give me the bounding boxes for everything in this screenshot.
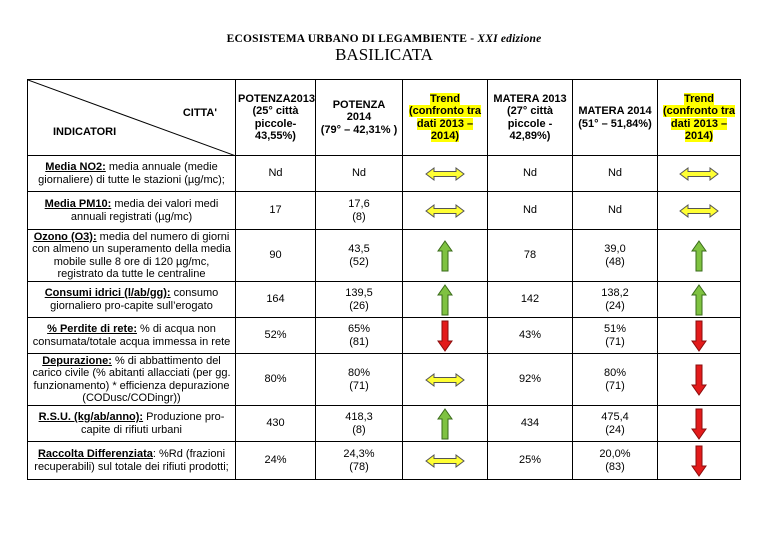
potenza-2014-cell: Nd bbox=[316, 156, 403, 192]
trend-stable-arrow-icon bbox=[679, 167, 719, 181]
matera-2013-cell: 142 bbox=[488, 282, 573, 318]
region-title: BASILICATA bbox=[335, 45, 433, 64]
table-row bbox=[28, 156, 741, 192]
corner-indicatori-label: INDICATORI bbox=[53, 126, 117, 138]
trend-down-arrow-icon bbox=[691, 408, 707, 440]
trend-stable-arrow-icon bbox=[679, 204, 719, 218]
report-title: ECOSISTEMA URBANO DI LEGAMBIENTE - XXI edizione bbox=[226, 33, 542, 45]
indicator-name: Depurazione: bbox=[42, 354, 112, 367]
trend-down-arrow-icon bbox=[691, 364, 707, 396]
trend-matera-cell bbox=[658, 230, 741, 282]
matera-2013-cell: Nd bbox=[488, 192, 573, 230]
col-header-potenza-2014: POTENZA 2014 (79° – 42,31% ) bbox=[316, 80, 403, 156]
matera-2013-cell: 78 bbox=[488, 230, 573, 282]
potenza-2013-cell: 80% bbox=[236, 354, 316, 406]
indicator-cell bbox=[28, 354, 236, 406]
matera-2014-cell: Nd bbox=[573, 156, 658, 192]
indicator-cell bbox=[28, 192, 236, 230]
matera-2013-cell: 43% bbox=[488, 318, 573, 354]
trend-potenza-cell bbox=[403, 354, 488, 406]
matera-2014-cell: 80% (71) bbox=[573, 354, 658, 406]
trend-potenza-cell bbox=[403, 318, 488, 354]
indicator-name: Ozono (O3): bbox=[33, 230, 97, 243]
trend-potenza-cell bbox=[403, 442, 488, 480]
indicator-desc: % di acqua non consumata/totale acqua immessa in rete bbox=[32, 323, 231, 348]
potenza-2013-cell: 430 bbox=[236, 406, 316, 442]
trend-stable-arrow-icon bbox=[425, 167, 465, 181]
indicator-desc: Produzione pro-capite di rifiuti urbani bbox=[81, 411, 225, 436]
indicator-name: Media PM10: bbox=[44, 198, 112, 210]
trend-stable-arrow-icon bbox=[425, 204, 465, 218]
corner-citta-label: CITTA' bbox=[182, 107, 217, 119]
trend-down-arrow-icon bbox=[691, 320, 707, 352]
indicator-desc: media del numero di giorni con almeno un superamento della media mobile sulle 8 ore di 120 µg/mc, registrato da tutte le centraline bbox=[32, 230, 231, 280]
matera-2014-cell: Nd bbox=[573, 192, 658, 230]
potenza-2014-cell: 43,5 (52) bbox=[316, 230, 403, 282]
matera-2014-cell: 51% (71) bbox=[573, 318, 658, 354]
indicator-name: % Perdite di rete: bbox=[47, 323, 137, 335]
col-header-trend-matera: Trend (confronto tra dati 2013 – 2014) bbox=[658, 80, 741, 156]
trend-stable-arrow-icon bbox=[425, 454, 465, 468]
table-row bbox=[28, 354, 741, 406]
corner-cell bbox=[28, 80, 236, 156]
indicator-name: R.S.U. (kg/ab/anno): bbox=[38, 411, 144, 423]
indicators-table bbox=[27, 79, 741, 480]
indicator-cell bbox=[28, 156, 236, 192]
table-row bbox=[28, 318, 741, 354]
matera-2013-cell: Nd bbox=[488, 156, 573, 192]
indicator-name: Consumi idrici (l/ab/gg): bbox=[44, 287, 171, 299]
trend-matera-cell bbox=[658, 406, 741, 442]
header-row bbox=[28, 80, 741, 156]
indicator-name: Raccolta Differenziata bbox=[37, 448, 153, 460]
potenza-2014-cell: 65% (81) bbox=[316, 318, 403, 354]
trend-matera-cell bbox=[658, 442, 741, 480]
potenza-2014-cell: 24,3% (78) bbox=[316, 442, 403, 480]
potenza-2014-cell: 139,5 (26) bbox=[316, 282, 403, 318]
table-row bbox=[28, 442, 741, 480]
trend-matera-cell bbox=[658, 192, 741, 230]
trend-down-arrow-icon bbox=[437, 320, 453, 352]
indicator-name: Media NO2: bbox=[45, 161, 106, 173]
col-header-matera-2014: MATERA 2014 (51° – 51,84%) bbox=[573, 80, 658, 156]
trend-potenza-cell bbox=[403, 192, 488, 230]
table-row bbox=[28, 282, 741, 318]
trend-potenza-cell bbox=[403, 406, 488, 442]
trend-potenza-cell bbox=[403, 230, 488, 282]
potenza-2013-cell: 52% bbox=[236, 318, 316, 354]
indicator-cell bbox=[28, 282, 236, 318]
indicator-desc: media dei valori medi annuali registrati (µg/mc) bbox=[70, 198, 219, 223]
edition-label: XXI edizione bbox=[477, 33, 542, 45]
potenza-2013-cell: 164 bbox=[236, 282, 316, 318]
trend-matera-cell bbox=[658, 318, 741, 354]
indicator-desc: % di abbattimento del carico civile (% abitanti allacciati (per gg. funzionamento) * efficienza depurazione (CODusc/CODingr)) bbox=[32, 354, 231, 404]
trend-stable-arrow-icon bbox=[425, 373, 465, 387]
trend-up-arrow-icon bbox=[691, 240, 707, 272]
matera-2013-cell: 434 bbox=[488, 406, 573, 442]
matera-2013-cell: 92% bbox=[488, 354, 573, 406]
indicator-desc: consumo giornaliero pro-capite sull’erogato bbox=[50, 287, 219, 312]
col-header-potenza-2013: POTENZA2013 (25° città piccole- 43,55%) bbox=[236, 80, 316, 156]
matera-2014-cell: 475,4 (24) bbox=[573, 406, 658, 442]
table-row bbox=[28, 230, 741, 282]
trend-potenza-cell bbox=[403, 156, 488, 192]
trend-matera-cell bbox=[658, 354, 741, 406]
potenza-2013-cell: 24% bbox=[236, 442, 316, 480]
col-header-matera-2013: MATERA 2013 (27° città piccole - 42,89%) bbox=[488, 80, 573, 156]
indicator-cell bbox=[28, 318, 236, 354]
col-header-trend-potenza: Trend (confronto tra dati 2013 – 2014) bbox=[403, 80, 488, 156]
indicator-desc: : %Rd (frazioni recuperabili) sul totale dei rifiuti prodotti; bbox=[34, 448, 229, 473]
matera-2014-cell: 39,0 (48) bbox=[573, 230, 658, 282]
indicator-desc: media annuale (medie giornaliere) di tutte le stazioni (µg/mc); bbox=[38, 161, 225, 186]
matera-2014-cell: 138,2 (24) bbox=[573, 282, 658, 318]
trend-potenza-cell bbox=[403, 282, 488, 318]
trend-matera-cell bbox=[658, 156, 741, 192]
trend-matera-cell bbox=[658, 282, 741, 318]
potenza-2013-cell: 90 bbox=[236, 230, 316, 282]
matera-2014-cell: 20,0% (83) bbox=[573, 442, 658, 480]
potenza-2014-cell: 80% (71) bbox=[316, 354, 403, 406]
trend-up-arrow-icon bbox=[437, 408, 453, 440]
trend-up-arrow-icon bbox=[691, 284, 707, 316]
trend-down-arrow-icon bbox=[691, 445, 707, 477]
matera-2013-cell: 25% bbox=[488, 442, 573, 480]
table-row bbox=[28, 406, 741, 442]
indicator-cell bbox=[28, 230, 236, 282]
table-row bbox=[28, 192, 741, 230]
indicator-cell bbox=[28, 442, 236, 480]
trend-up-arrow-icon bbox=[437, 240, 453, 272]
potenza-2013-cell: Nd bbox=[236, 156, 316, 192]
potenza-2013-cell: 17 bbox=[236, 192, 316, 230]
indicator-cell bbox=[28, 406, 236, 442]
potenza-2014-cell: 17,6 (8) bbox=[316, 192, 403, 230]
trend-up-arrow-icon bbox=[437, 284, 453, 316]
potenza-2014-cell: 418,3 (8) bbox=[316, 406, 403, 442]
